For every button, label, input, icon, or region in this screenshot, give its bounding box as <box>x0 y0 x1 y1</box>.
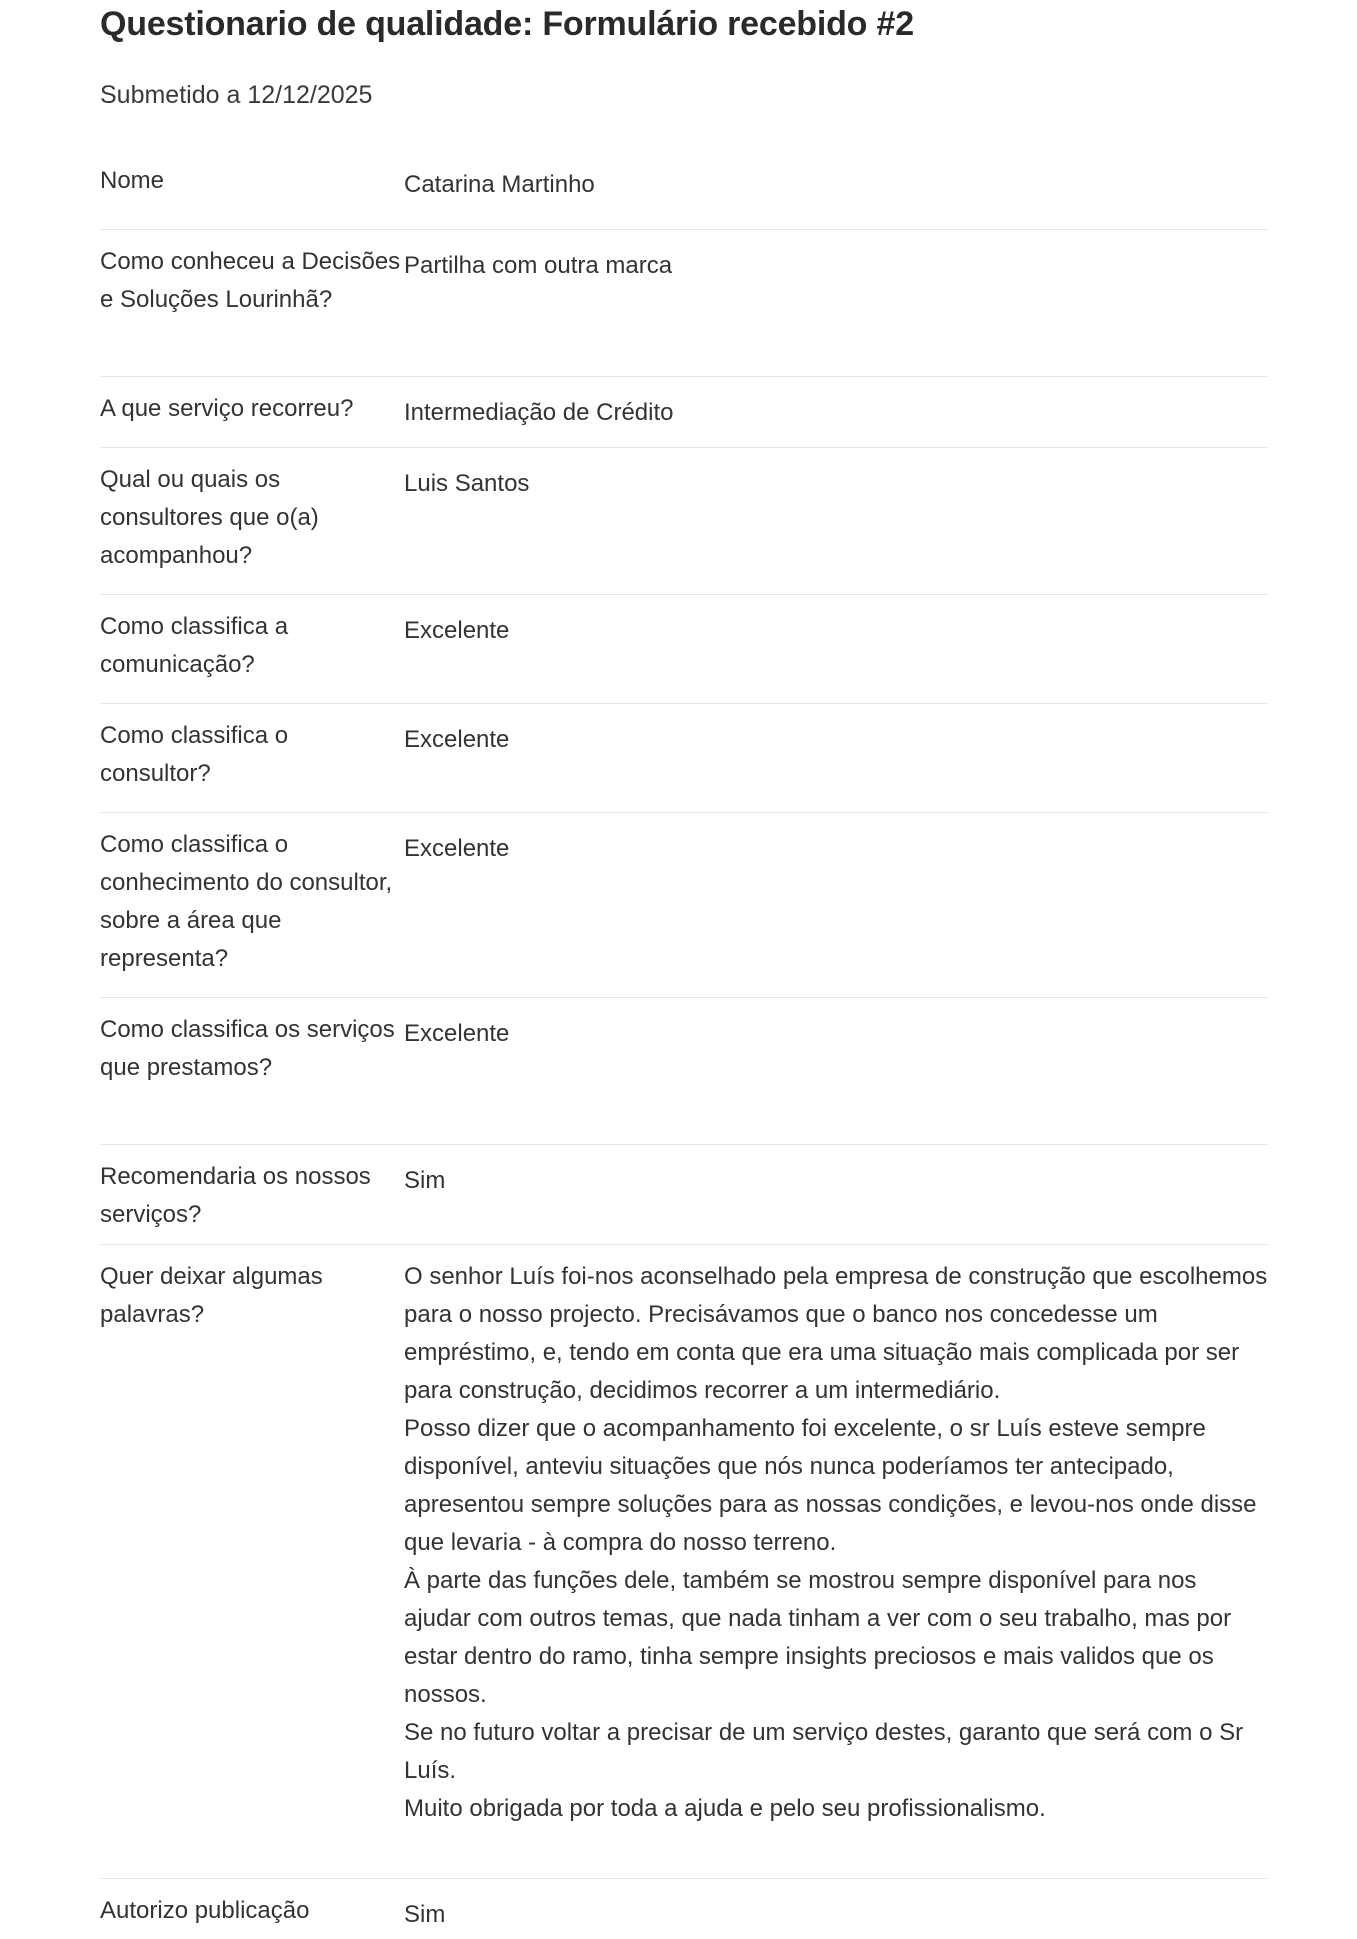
answer-row-publication <box>100 1879 1268 1939</box>
question-label: Como classifica os serviços que prestamos? <box>100 1016 395 1081</box>
answer-value: Catarina Martinho <box>404 171 595 198</box>
comment-paragraph: Se no futuro voltar a precisar de um serviço destes, garanto que será com o Sr Luís. <box>404 1719 1244 1784</box>
answer-row-consultant-rating <box>100 704 1268 813</box>
answer-value: Excelente <box>404 835 510 862</box>
comment-text <box>404 1258 1268 1865</box>
form-submission-page <box>100 0 1268 1939</box>
answer-value: Partilha com outra marca <box>404 252 673 279</box>
comment-paragraph: Muito obrigada por toda a ajuda e pelo seu profissionalismo. <box>404 1795 1046 1822</box>
question-label: Qual ou quais os consultores que o(a) acompanhou? <box>100 466 319 569</box>
answer-value: Sim <box>404 1901 446 1928</box>
answer-row-services <box>100 998 1268 1145</box>
question-label: Recomendaria os nossos serviços? <box>100 1163 371 1228</box>
answer-row-consultant <box>100 448 1268 595</box>
answer-value: Excelente <box>404 1020 510 1047</box>
comment-paragraph: O senhor Luís foi-nos aconselhado pela empresa de construção que escolhemos para o nosso projecto. Precisávamos que o banco nos concedesse um empréstimo, e, tendo em conta que era uma situação mais complicada por ser para construção, decidimos recorrer a um intermediário. <box>404 1263 1268 1404</box>
question-label: Como classifica a comunicação? <box>100 613 289 678</box>
answer-row-recommend <box>100 1145 1268 1245</box>
answers-table <box>100 162 1268 1939</box>
answer-row-name <box>100 162 1268 230</box>
answer-value: Sim <box>404 1167 446 1194</box>
answer-row-comments <box>100 1245 1268 1879</box>
page-title: Questionario de qualidade: Formulário recebido #2 <box>100 5 914 43</box>
question-label: A que serviço recorreu? <box>100 395 354 422</box>
question-label: Como classifica o conhecimento do consultor, sobre a área que representa? <box>100 831 393 972</box>
answer-value: Intermediação de Crédito <box>404 399 674 426</box>
answer-value: Luis Santos <box>404 470 530 497</box>
question-label: Como conheceu a Decisões e Soluções Lourinhã? <box>100 248 401 313</box>
question-label: Quer deixar algumas palavras? <box>100 1263 323 1328</box>
answer-value: Excelente <box>404 617 510 644</box>
answer-row-communication <box>100 595 1268 704</box>
comment-paragraph: À parte das funções dele, também se mostrou sempre disponível para nos ajudar com outros temas, que nada tinham a ver com o seu trabalho, mas por estar dentro do ramo, tinha sempre insights preciosos e mais validos que os nossos. <box>404 1567 1232 1708</box>
answer-value: Excelente <box>404 726 510 753</box>
comment-paragraph: Posso dizer que o acompanhamento foi excelente, o sr Luís esteve sempre disponível, anteviu situações que nós nunca poderíamos ter antecipado, apresentou sempre soluções para as nossas condições, e levou-nos onde disse que levaria - à compra do nosso terreno. <box>404 1415 1257 1556</box>
answer-row-knowledge <box>100 813 1268 998</box>
answer-row-source <box>100 230 1268 377</box>
question-label: Autorizo publicação <box>100 1897 310 1924</box>
submitted-date: Submetido a 12/12/2025 <box>100 81 373 109</box>
answer-row-service <box>100 377 1268 448</box>
question-label: Nome <box>100 167 165 194</box>
question-label: Como classifica o consultor? <box>100 722 289 787</box>
